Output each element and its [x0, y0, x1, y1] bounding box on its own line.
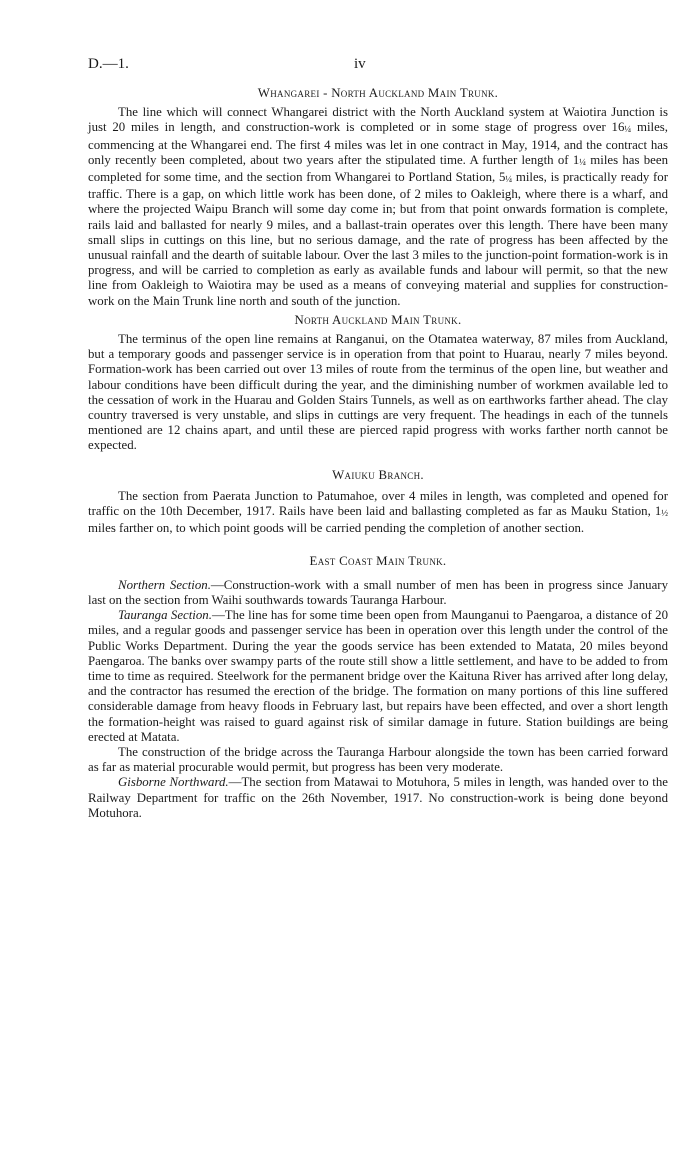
paragraph-waiuku [88, 489, 668, 537]
text-run: miles, commencing at the Whangarei end. The first 4 miles was let in one contract in May, 1914, and the contract has only recently been completed, about two years after the stipulated time. A further length of 1 [88, 120, 669, 167]
text-run: —The section from Matawai to Motuhora, 5 miles in length, was handed over to the Railway Department for traffic on the 26th November, 1917. No construction-work is being done beyond Motuhora. [88, 775, 668, 820]
section-heading-waiuku: Waiuku Branch. [332, 467, 424, 482]
fraction: ¼ [624, 124, 632, 135]
text-run: —The line has for some time been open from Maunganui to Paengaroa, a distance of 20 miles, and a regular goods and passenger service has been in operation over this length under the control of the Public Works Department. During the year the goods service has been extended to Matata, 20 miles beyond Paengaroa. The banks over swampy parts of the route still show a little settlement, and have to be added to from time to time as required. Steelwork for the permanent bridge over the Kaituna River has arrived after long delay, and the contractor has resumed the erection of the bridge. The formation on many portions of this line suffered considerable damage from heavy floods in February last, but repairs have been effected, and over a short length the formation-height was raised to guard against risk of similar damage in future. Station buildings are being erected at Matata. [88, 608, 669, 744]
paragraph-northern-section [88, 578, 668, 608]
section-heading-whangarei: Whangarei - North Auckland Main Trunk. [257, 86, 499, 100]
paragraph-whangarei [88, 105, 668, 309]
subsection-lead-gisborne: Gisborne Northward. [118, 775, 229, 790]
text-run: The section from Paerata Junction to Patumahoe, over 4 miles in length, was completed and opened for traffic on the 10th December, 1917. Rails have been laid and ballasting completed as far as Mauku Station, 1 [88, 488, 668, 519]
paragraph-north-auckland: The terminus of the open line remains at Ranganui, on the Otamatea waterway, 87 miles from Auckland, but a temporary goods and passenger service is in operation from that point to Huarau, nearly 7 miles beyond. Formation-work has been carried out over 13 miles of route from the terminus of the open line, but weather and labour conditions have been difficult during the year, and the diminishing number of workmen available led to the cessation of work in the Huarau and Golden Stairs Tunnels, as well as on earthworks farther ahead. The clay country traversed is very unstable, and slips in cuttings are very frequent. The headings in each of the tunnels mentioned are 12 chains apart, and until these are pierced rapid progress with works farther north cannot be expected. [88, 332, 668, 453]
document-reference: D.—1. [88, 56, 129, 72]
paragraph-tauranga-section [88, 608, 668, 745]
body-text [88, 82, 668, 821]
text-run: The line which will connect Whangarei district with the North Auckland system at Waiotira Junction is just 20 miles in length, and construction-work is completed or in some stage of progress over 16 [88, 105, 668, 135]
section-heading-east-coast: East Coast Main Trunk. [309, 554, 447, 569]
subsection-lead-northern: Northern Section. [118, 577, 211, 592]
subsection-lead-tauranga: Tauranga Section. [118, 608, 212, 623]
text-run: miles, is practically ready for traffic. There is a gap, on which little work has been done, of 2 miles to Oakleigh, where there is a wharf, and where the projected Waipu Branch will some day come in; but from that point onwards formation is complete, rails laid and ballasted for nearly 9 miles, and a ballast-train operates over this length. There have been many small slips in cuttings on this line, but no serious damage, and the rate of progress has been affected by the unusual rainfall and the dearth of suitable labour. Over the last 3 miles to the junction-point formation-work is in progress, and will be carried to completion as early as available funds and labour will permit, so that the new line from Oakleigh to Waiotira may be used as a means of conveying material and supplies for construction-work on the Main Trunk line north and south of the junction. [88, 170, 668, 308]
text-run: miles farther on, to which point goods will be carried pending the completion of another section. [88, 521, 585, 536]
section-heading-north-auckland: North Auckland Main Trunk. [294, 312, 462, 327]
paragraph-tauranga-bridge: The construction of the bridge across the Tauranga Harbour alongside the town has been carried forward as far as material procurable would permit, but progress has been very moderate. [88, 744, 668, 775]
fraction: ¼ [579, 156, 586, 167]
fraction: ¼ [505, 174, 513, 185]
text-run: miles has been completed for some time, and the section from Whangarei to Portland Station, 5 [88, 152, 668, 185]
text-run: —Construction-work with a small number of men has been in progress since January last on the section from Waihi southwards towards Tauranga Harbour. [88, 577, 668, 607]
running-header [88, 56, 656, 76]
page-number: iv [354, 56, 366, 72]
paragraph-gisborne-northward [88, 775, 668, 821]
fraction: ½ [661, 508, 668, 519]
